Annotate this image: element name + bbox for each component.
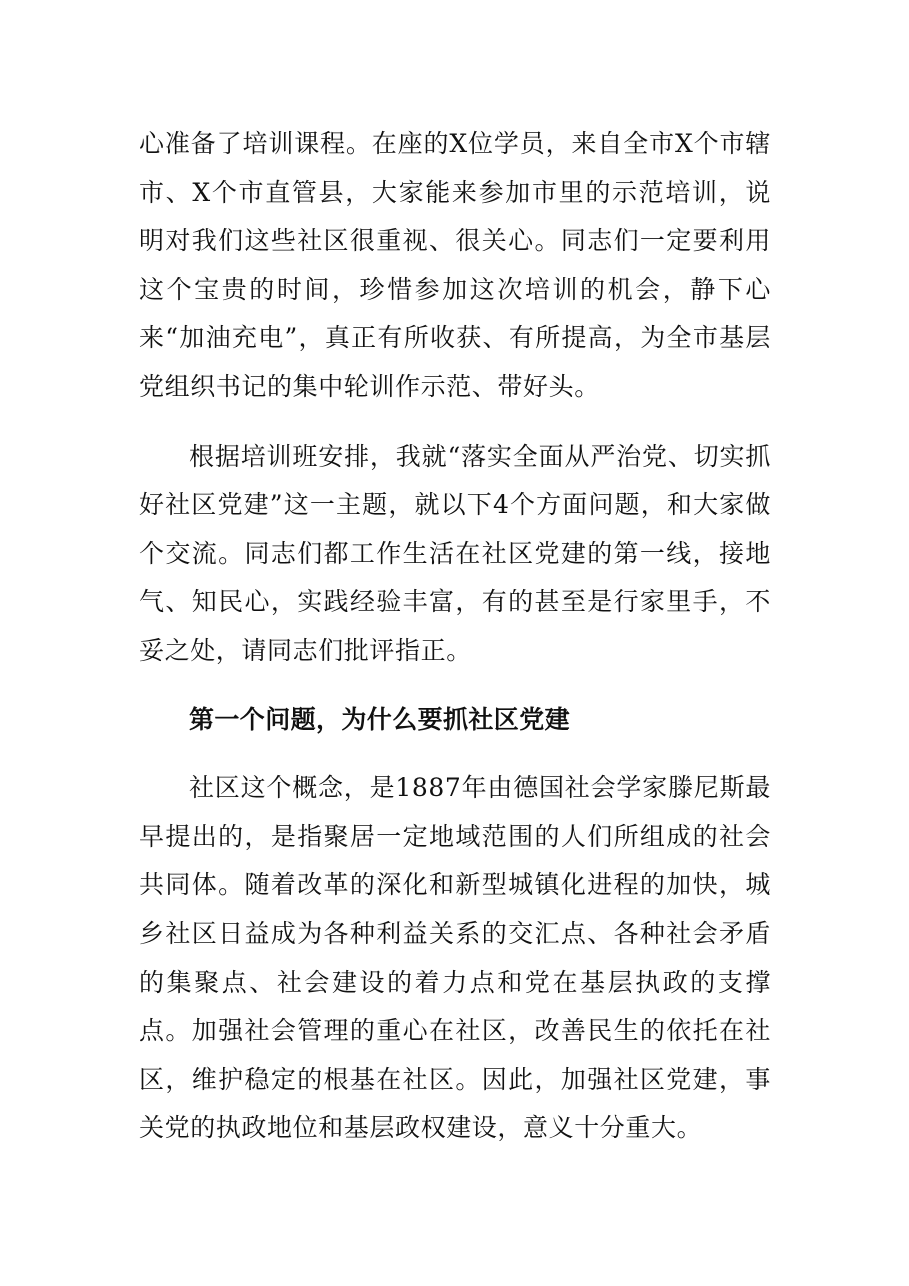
paragraph-training-arrangement: 根据培训班安排，我就“落实全面从严治党、切实抓好社区党建”这一主题，就以下4个方面问题，和大家做个交流。同志们都工作生活在社区党建的第一线，接地气、知民心，实践经验丰富，有的甚至是行家里手，不妥之处，请同志们批评指正。 (139, 441, 771, 665)
paragraph-continuation: 心准备了培训课程。在座的X位学员，来自全市X个市辖市、X个市直管县，大家能来参加市里的示范培训，说明对我们这些社区很重视、很关心。同志们一定要利用这个宝贵的时间，珍惜参加这次培训的机会，静下心来“加油充电”，真正有所收获、有所提高，为全市基层党组织书记的集中轮训作示范、带好头。 (139, 129, 771, 401)
document-body (139, 120, 771, 1153)
section-heading-first-question: 第一个问题，为什么要抓社区党建 (189, 704, 571, 734)
paragraph-community-concept: 社区这个概念，是1887年由德国社会学家滕尼斯最早提出的，是指聚居一定地域范围的人们所组成的社会共同体。随着改革的深化和新型城镇化进程的加快，城乡社区日益成为各种利益关系的交汇点、各种社会矛盾的集聚点、社会建设的着力点和党在基层执政的支撑点。加强社会管理的重心在社区，改善民生的依托在社区，维护稳定的根基在社区。因此，加强社区党建，事关党的执政地位和基层政权建设，意义十分重大。 (139, 773, 771, 1143)
